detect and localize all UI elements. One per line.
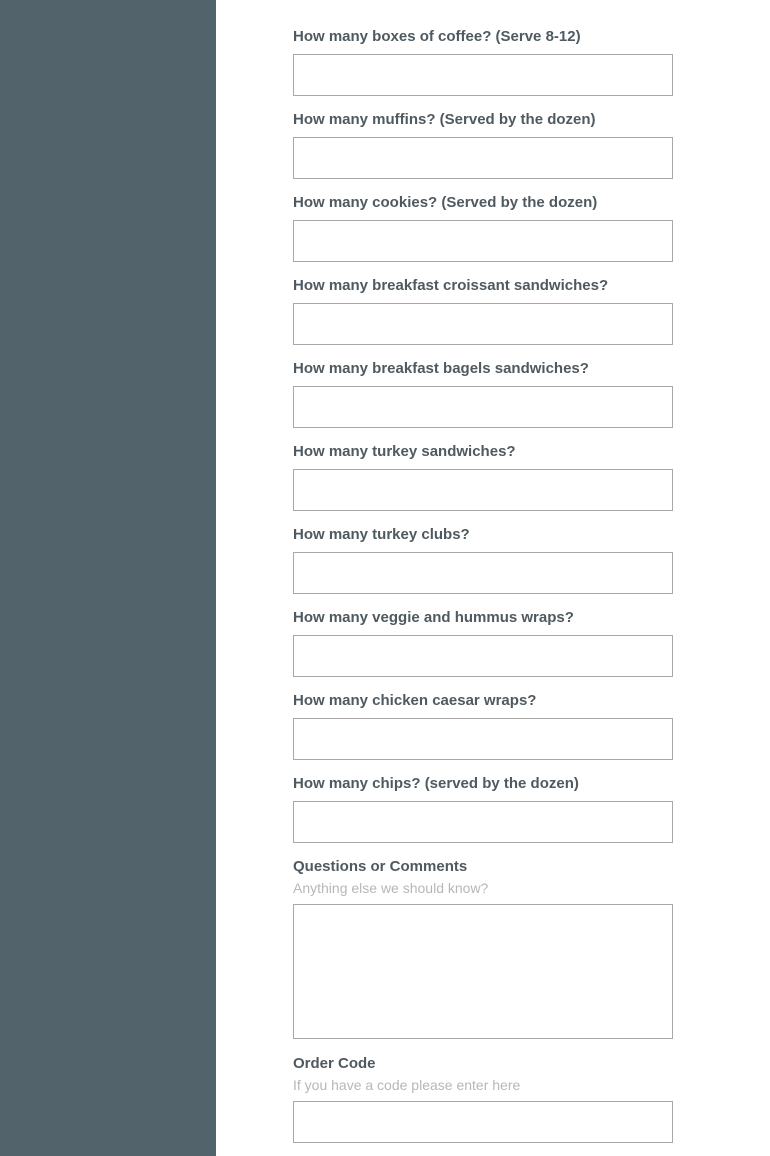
- turkey-clubs-input[interactable]: [293, 552, 673, 594]
- field-label: How many breakfast bagels sandwiches?: [293, 360, 589, 377]
- cookies-input[interactable]: [293, 220, 673, 262]
- field-cookies: [293, 194, 673, 262]
- turkey-sandwiches-input[interactable]: [293, 469, 673, 511]
- field-croissant-sandwiches: [293, 277, 673, 345]
- field-coffee-boxes: [293, 28, 673, 96]
- field-label: How many chips? (served by the dozen): [293, 775, 579, 792]
- croissant-sandwiches-input[interactable]: [293, 303, 673, 345]
- field-veggie-wraps: [293, 609, 673, 677]
- comments-label: Questions or Comments: [293, 858, 468, 875]
- field-comments: [293, 858, 673, 1039]
- field-chicken-caesar-wraps: [293, 692, 673, 760]
- field-label: How many veggie and hummus wraps?: [293, 609, 574, 626]
- field-turkey-clubs: [293, 526, 673, 594]
- comments-textarea[interactable]: [293, 904, 673, 1039]
- previous-fields-row: [293, 0, 673, 2]
- field-label: How many turkey sandwiches?: [293, 443, 516, 460]
- order-code-label: Order Code: [293, 1055, 376, 1072]
- coffee-boxes-input[interactable]: [293, 54, 673, 96]
- chicken-caesar-wraps-input[interactable]: [293, 718, 673, 760]
- field-order-code: [293, 1055, 673, 1143]
- field-muffins: [293, 111, 673, 179]
- muffins-input[interactable]: [293, 137, 673, 179]
- field-bagel-sandwiches: [293, 360, 673, 428]
- field-label: How many breakfast croissant sandwiches?: [293, 277, 609, 294]
- chips-input[interactable]: [293, 801, 673, 843]
- field-label: How many turkey clubs?: [293, 526, 470, 543]
- field-label: How many boxes of coffee? (Serve 8-12): [293, 28, 581, 45]
- comments-help-text: Anything else we should know?: [293, 880, 489, 896]
- field-label: How many chicken caesar wraps?: [293, 692, 537, 709]
- field-label: How many muffins? (Served by the dozen): [293, 111, 596, 128]
- field-chips: [293, 775, 673, 843]
- field-label: How many cookies? (Served by the dozen): [293, 194, 598, 211]
- veggie-wraps-input[interactable]: [293, 635, 673, 677]
- sidebar: [0, 0, 216, 1156]
- field-turkey-sandwiches: [293, 443, 673, 511]
- order-code-input[interactable]: [293, 1101, 673, 1143]
- bagel-sandwiches-input[interactable]: [293, 386, 673, 428]
- order-code-help-text: If you have a code please enter here: [293, 1077, 521, 1093]
